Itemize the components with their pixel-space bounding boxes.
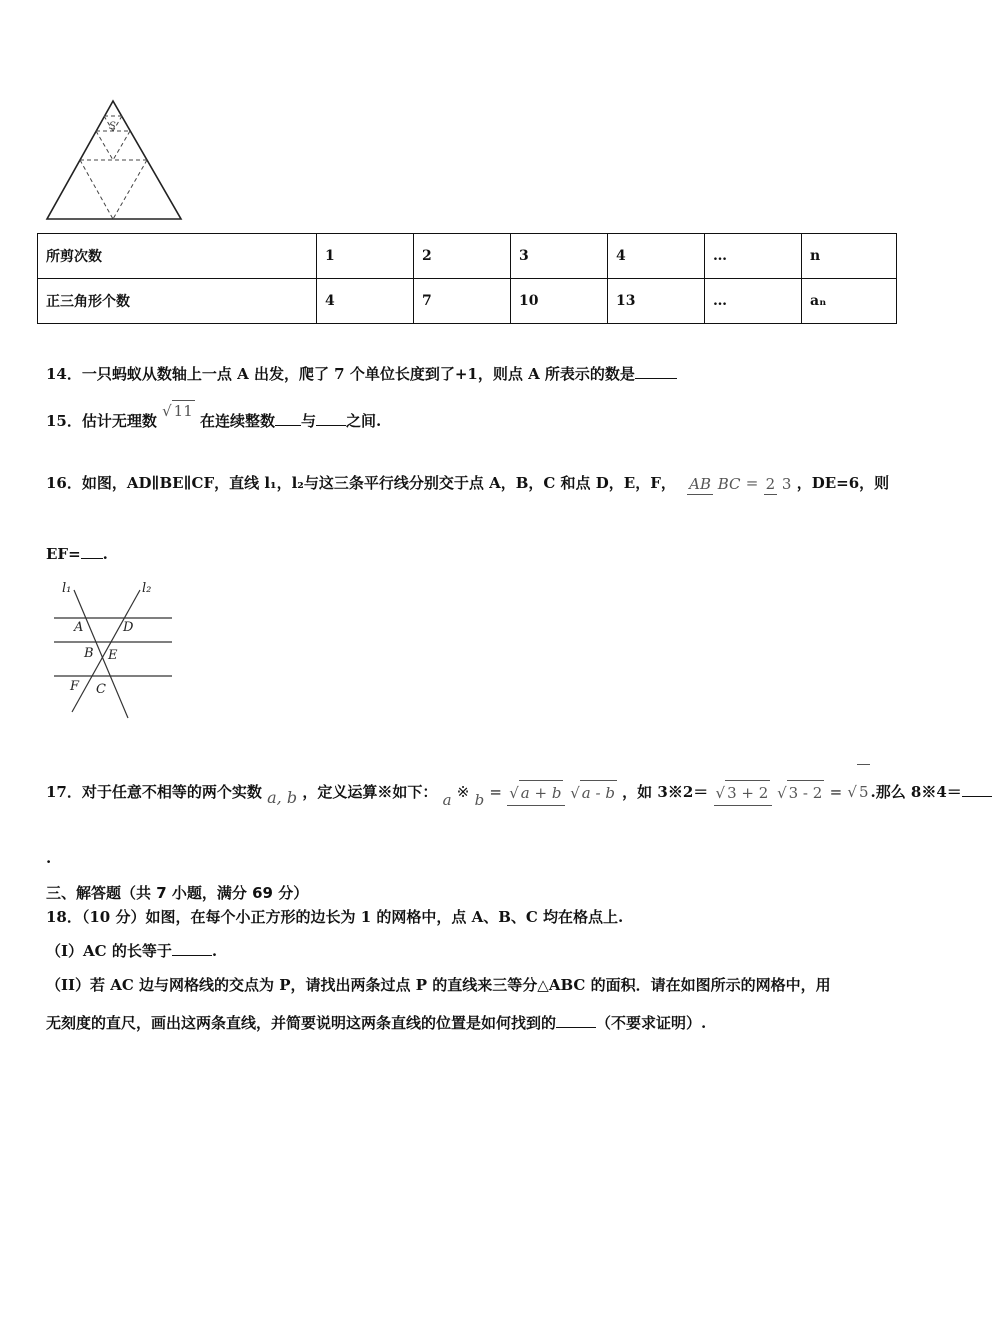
table-cell: … (705, 234, 802, 279)
table-cell: 13 (608, 279, 705, 324)
q16-prefix: 16．如图，AD∥BE∥CF，直线 l₁，l₂与这三条平行线分别交于点 A，B，C 和点 D，E，F， (46, 474, 676, 492)
label-a: A (74, 620, 84, 635)
q16-suffix: ，DE=6，则 (796, 474, 890, 492)
label-d: D (123, 620, 134, 635)
fraction-numerator: AB (689, 475, 711, 493)
question-16 (46, 460, 889, 507)
fraction-numerator: √ a + b (507, 780, 565, 806)
answer-blank (316, 411, 346, 426)
radicand: 11 (173, 402, 193, 420)
table-cell: 2 (414, 234, 511, 279)
label-l1: l₁ (62, 581, 72, 596)
fraction-denominator: 3 (781, 475, 792, 493)
operator-symbol: ※ (456, 783, 470, 801)
equals-sign: = (489, 783, 502, 801)
q17-example: ，如 3※2＝ (622, 783, 709, 801)
table-row (38, 279, 897, 324)
var-a: a (442, 791, 452, 809)
question-18-part2-line1: （II）若 AC 边与网格线的交点为 P，请找出两条过点 P 的直线来三等分△ABC 的面积．请在如图所示的网格中，用 (46, 976, 831, 994)
q16-line2: EF= (46, 545, 81, 563)
answer-blank (556, 1013, 596, 1028)
label-c: C (96, 682, 106, 697)
table-cell: aₙ (802, 279, 897, 324)
sqrt-5: √ 5 (847, 764, 870, 819)
question-17-dot: . (46, 849, 52, 867)
answer-blank (275, 411, 301, 426)
section-title: 三、解答题（共 7 小题，满分 69 分） (46, 884, 309, 902)
label-e: E (108, 648, 118, 663)
table-cell: 4 (317, 279, 414, 324)
fraction-2-3 (764, 461, 792, 507)
answer-blank (962, 782, 992, 797)
cut-count-table (37, 233, 897, 324)
table-row (38, 234, 897, 279)
q15-mid2: 与 (301, 412, 317, 430)
sqrt-11: √ 11 (162, 402, 193, 420)
fraction-denominator: BC (717, 475, 741, 493)
table-cell: … (705, 279, 802, 324)
fraction-denominator: √ 3 - 2 (777, 780, 824, 805)
q15-mid: 在连续整数 (200, 412, 276, 430)
parallel-lines-figure (48, 578, 178, 723)
equals-sign: = (829, 783, 843, 801)
radicand: a - b (580, 780, 617, 805)
answer-blank (635, 364, 677, 379)
radicand: 5 (857, 764, 871, 819)
answer-blank (81, 544, 103, 559)
question-18-part2-line2 (46, 1013, 706, 1033)
q15-prefix: 15．估计无理数 (46, 412, 157, 430)
q17-tail: .那么 8※4＝ (870, 783, 962, 801)
q17-mid: ，定义运算※如下： (302, 783, 438, 801)
q18-part1-text: （I）AC 的长等于 (46, 942, 172, 960)
q14-text: 14．一只蚂蚁从数轴上一点 A 出发，爬了 7 个单位长度到了+1，则点 A 所表示的数是 (46, 365, 635, 383)
radicand: 3 + 2 (725, 780, 770, 805)
question-15 (46, 402, 382, 431)
radicand: 3 - 2 (787, 780, 825, 805)
variables-ab: a, b (267, 788, 298, 807)
table-cell: 4 (608, 234, 705, 279)
question-18-part1 (46, 941, 217, 961)
answer-blank (172, 941, 212, 956)
radicand: a + b (519, 780, 564, 805)
question-14 (46, 364, 677, 384)
var-b: b (474, 791, 485, 809)
label-f: F (70, 679, 80, 694)
table-cell: 10 (511, 279, 608, 324)
question-17 (46, 764, 992, 820)
label-l2: l₂ (142, 581, 152, 596)
question-18: 18．（10 分）如图，在每个小正方形的边长为 1 的网格中，点 A、B、C 均在格点上. (46, 908, 624, 926)
q18-part2-text: 无刻度的直尺，画出这两条直线，并简要说明这两条直线的位置是如何找到的 (46, 1014, 557, 1032)
fraction-numerator: √ 3 + 2 (714, 780, 773, 806)
table-cell: 1 (317, 234, 414, 279)
triangle-cut-figure (40, 95, 190, 225)
definition-fraction (507, 766, 617, 820)
label-b: B (84, 646, 94, 661)
question-16-line2 (46, 544, 108, 564)
table-cell: 7 (414, 279, 511, 324)
q15-suffix: 之间. (346, 412, 382, 430)
table-cell: 所剪次数 (38, 234, 317, 279)
q17-prefix: 17．对于任意不相等的两个实数 (46, 783, 262, 801)
q18-part1-end: . (211, 942, 218, 960)
table-cell: n (802, 234, 897, 279)
equals-sign: = (745, 474, 759, 492)
q18-part2-end: （不要求证明）. (596, 1014, 707, 1032)
fraction-ab-bc (687, 461, 740, 507)
q16-line2-end: . (102, 545, 108, 563)
table-cell: 正三角形个数 (38, 279, 317, 324)
table-cell: 3 (511, 234, 608, 279)
fraction-denominator: √ a - b (570, 780, 617, 805)
example-fraction (714, 766, 825, 820)
triangle-label: S (109, 121, 116, 132)
fraction-numerator: 2 (765, 475, 776, 493)
